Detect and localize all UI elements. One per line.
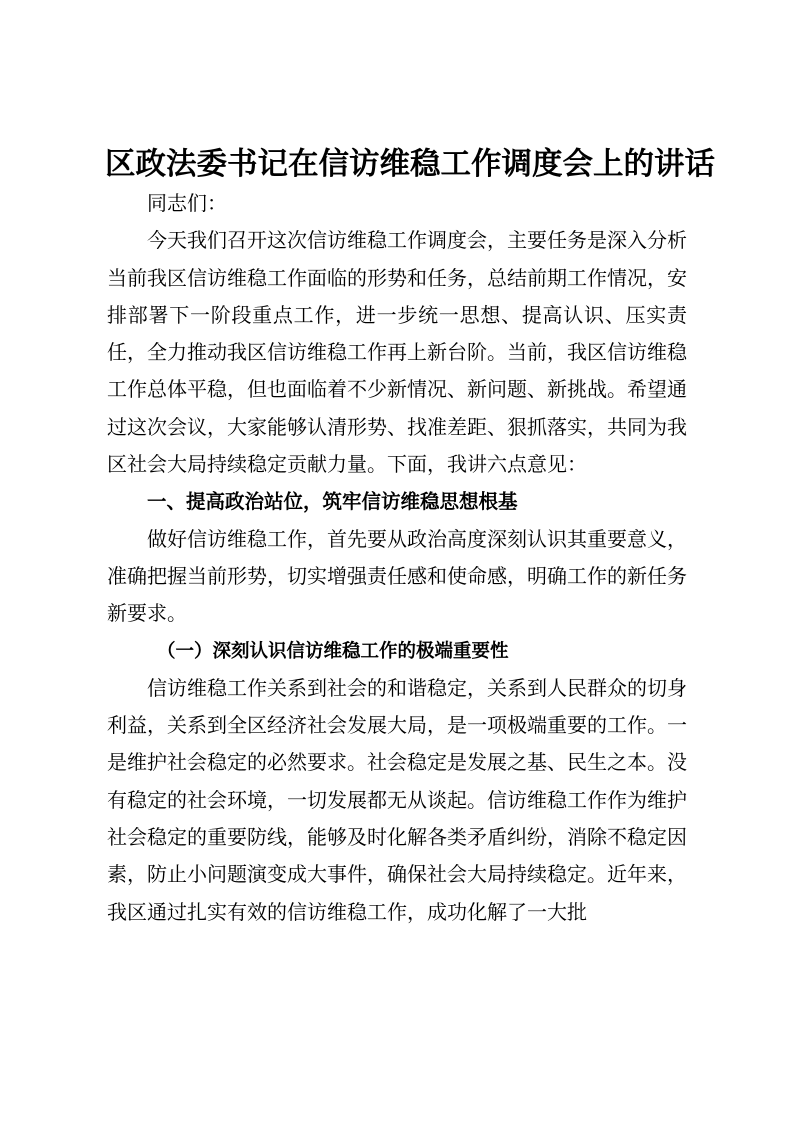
- intro-paragraph: 今天我们召开这次信访维稳工作调度会，主要任务是深入分析当前我区信访维稳工作面临的形势和任务，总结前期工作情况，安排部署下一阶段重点工作，进一步统一思想、提高认识、压实责任，全力推动我区信访维稳工作再上新台阶。当前，我区信访维稳工作总体平稳，但也面临着不少新情况、新问题、新挑战。希望通过这次会议，大家能够认清形势、找准差距、狠抓落实，共同为我区社会大局持续稳定贡献力量。下面，我讲六点意见：: [107, 228, 687, 477]
- section-intro-paragraph: 做好信访维稳工作，首先要从政治高度深刻认识其重要意义，准确把握当前形势，切实增强责任感和使命感，明确工作的新任务新要求。: [107, 526, 687, 626]
- subsection-body-paragraph: 信访维稳工作关系到社会的和谐稳定，关系到人民群众的切身利益，关系到全区经济社会发展大局，是一项极端重要的工作。一是维护社会稳定的必然要求。社会稳定是发展之基、民生之本。没有稳定的社会环境，一切发展都无从谈起。信访维稳工作作为维护社会稳定的重要防线，能够及时化解各类矛盾纠纷，消除不稳定因素，防止小问题演变成大事件，确保社会大局持续稳定。近年来，我区通过扎实有效的信访维稳工作，成功化解了一大批: [107, 675, 687, 924]
- document-body: [107, 185, 687, 931]
- salutation: 同志们：: [147, 191, 227, 215]
- document-title: 区政法委书记在信访维稳工作调度会上的讲话: [105, 147, 715, 182]
- subsection-heading: （一）深刻认识信访维稳工作的极端重要性: [157, 640, 509, 662]
- section-heading: 一、提高政治站位，筑牢信访维稳思想根基: [147, 490, 518, 514]
